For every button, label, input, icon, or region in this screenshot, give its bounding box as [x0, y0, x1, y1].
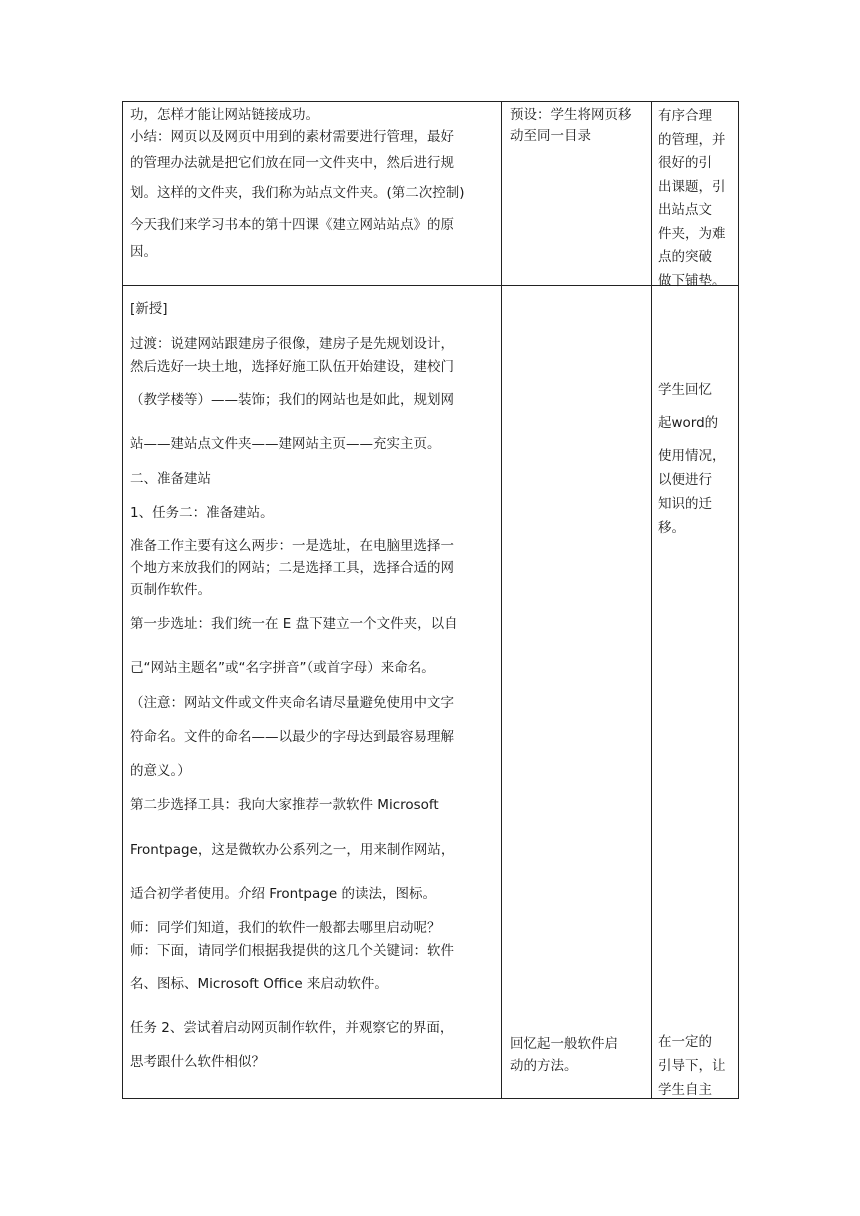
text-line: 今天我们来学习书本的第十四课《建立网站站点》的原 [130, 217, 454, 233]
lesson-plan-table [122, 101, 739, 1099]
text-line: 以便进行 [658, 472, 712, 488]
text-line: 有序合理 [658, 108, 712, 124]
text-line: 知识的迁 [658, 496, 712, 512]
text-line: 起word的 [658, 415, 719, 431]
text-line: 适合初学者使用。介绍 Frontpage 的读法，图标。 [130, 886, 436, 902]
text-line: 因。 [130, 244, 157, 260]
text-line: 做下铺垫。 [658, 272, 726, 289]
text-line: 出站点文 [658, 202, 712, 218]
text-line: 师：同学们知道，我们的软件一般都去哪里启动呢？ [130, 920, 441, 936]
text-line: 第二步选择工具：我向大家推荐一款软件 Microsoft [130, 797, 439, 813]
text-line: 划。这样的文件夹，我们称为站点文件夹。(第二次控制) [130, 185, 465, 201]
text-line: 名、图标、Microsoft Office 来启动软件。 [130, 976, 388, 992]
text-line: 功，怎样才能让网站链接成功。 [130, 107, 319, 123]
design-intent-cell [658, 1030, 734, 1102]
text-line: （注意：网站文件或文件夹命名请尽量避免使用中文字 [130, 695, 454, 711]
text-line: 过渡：说建网站跟建房子很像，建房子是先规划设计， [130, 336, 454, 352]
text-line: 学生回忆 [658, 382, 712, 398]
text-line: 使用情况， [658, 448, 726, 464]
text-line: 很好的引 [658, 155, 712, 171]
student-activity-cell [510, 1033, 638, 1077]
text-line: 学生自主 [658, 1082, 712, 1098]
teacher-activity-cell [122, 101, 501, 1099]
section-heading: 二、准备建站 [130, 471, 211, 487]
column-divider-2 [651, 101, 652, 1099]
text-line: 准备工作主要有这么两步：一是选址，在电脑里选择一 [130, 538, 454, 554]
text-line: 小结：网页以及网页中用到的素材需要进行管理，最好 [130, 129, 454, 145]
design-intent-cell [658, 105, 734, 293]
text-line: 的管理，并 [658, 131, 726, 148]
text-line: 己“网站主题名”或“名字拼音”（或首字母）来命名。 [130, 660, 435, 676]
text-line: 符命名。文件的命名——以最少的字母达到最容易理解 [130, 729, 454, 745]
text-line: 回忆起一般软件启 [510, 1036, 618, 1052]
text-line: Frontpage，这是微软办公系列之一，用来制作网站， [130, 842, 455, 858]
task-heading: 任务 2、尝试着启动网页制作软件，并观察它的界面， [130, 1020, 454, 1036]
task-heading: 1、任务二：准备建站。 [130, 505, 274, 521]
text-line: 引导下，让 [658, 1058, 726, 1074]
text-line: 动至同一目录 [510, 128, 591, 144]
text-line: 的意义。） [130, 763, 191, 779]
text-line: 师：下面，请同学们根据我提供的这几个关键词：软件 [130, 943, 454, 959]
text-line: 思考跟什么软件相似？ [130, 1054, 265, 1070]
text-line: 页制作软件。 [130, 582, 211, 598]
text-line: 出课题，引 [658, 178, 726, 195]
student-activity-cell [510, 105, 638, 147]
design-intent-cell [658, 378, 734, 540]
text-line: 预设：学生将网页移 [510, 107, 632, 123]
text-line: 移。 [658, 520, 685, 536]
text-line: （教学楼等）——装饰；我们的网站也是如此，规划网 [130, 392, 454, 408]
text-line: 站——建站点文件夹——建网站主页——充实主页。 [130, 436, 441, 452]
text-line: 点的突破 [658, 249, 712, 265]
text-line: 动的方法。 [510, 1058, 578, 1074]
text-line: 件夹，为难 [658, 225, 726, 242]
table-border-right [738, 101, 739, 1099]
text-line: 第一步选址：我们统一在 E 盘下建立一个文件夹，以自 [130, 616, 458, 632]
text-line: [新授] [130, 301, 168, 317]
text-line: 个地方来放我们的网站；二是选择工具，选择合适的网 [130, 560, 454, 576]
text-line: 在一定的 [658, 1034, 712, 1050]
text-line: 然后选好一块土地，选择好施工队伍开始建设，建校门 [130, 359, 454, 375]
text-line: 的管理办法就是把它们放在同一文件夹中，然后进行规 [130, 155, 454, 171]
